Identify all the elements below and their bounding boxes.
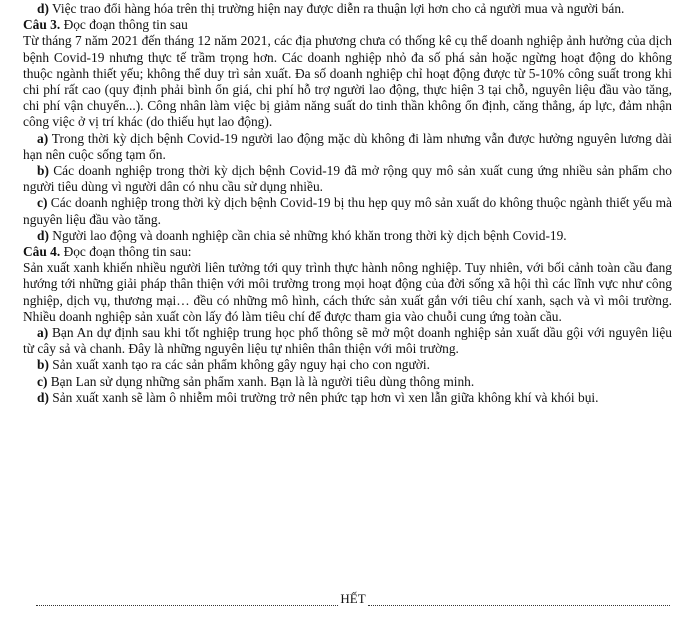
option-text: Sản xuất xanh tạo ra các sản phẩm không gây nguy hại cho con người. (48, 357, 430, 373)
option-label: a) (37, 325, 49, 341)
end-text: HẾT (340, 591, 366, 606)
option-label: c) (37, 373, 48, 389)
q4-option-c (23, 374, 672, 390)
option-label: d) (37, 227, 49, 243)
option-label: b) (37, 163, 49, 179)
option-text: Người lao động và doanh nghiệp cần chia sẻ những khó khăn trong thời kỳ dịch bệnh Covid-19. (48, 227, 567, 243)
end-marker (36, 592, 670, 606)
q3-option-d (23, 228, 672, 244)
option-text: Sản xuất xanh sẽ làm ô nhiễm môi trường trở nên phức tạp hơn vì xen lẫn giữa không khí và khói bụi. (48, 389, 599, 405)
option-text: Bạn An dự định sau khi tốt nghiệp trung học phổ thông sẽ mở một doanh nghiệp sản xuất dầu gội với nguyên liệu từ cây sả và chanh. Đây là những nguyên liệu tự nhiên thân thiện với môi trường. (23, 325, 672, 357)
question-3-passage: Từ tháng 7 năm 2021 đến tháng 12 năm 2021, các địa phương chưa có thống kê cụ thể doanh nghiệp ảnh hưởng của dịch bệnh Covid-19 nhưng thực tế trầm trọng hơn. Các doanh nghiệp nhỏ đa số phá sản hoặc ngừng hoạt động do không thuộc ngành thiết yếu; không thể duy trì sản xuất. Đa số doanh nghiệp chỉ hoạt động được từ 5-10% công suất trong khi chi phí rất cao (quy định phải bình ổn giá, chi phí hỗ trợ người lao động, thực hiện 3 tại chỗ, nguyên liệu đầu vào tăng, chi phí vận chuyển...). Công nhân làm việc bị giảm năng suất do tinh thần không ổn định, căng thẳng, áp lực, đảm nhận công việc ở vị trí khác (do thiếu hụt lao động). (23, 33, 672, 130)
q4-option-a (23, 325, 672, 357)
question-title: Đọc đoạn thông tin sau: (60, 244, 192, 260)
question-label: Câu 3. (23, 17, 61, 33)
option-label: d) (37, 389, 49, 405)
dotted-rule-right (368, 596, 670, 606)
question-title: Đọc đoạn thông tin sau (60, 17, 188, 33)
option-label: b) (37, 357, 49, 373)
question-4-passage: Sản xuất xanh khiến nhiều người liên tưởng tới quy trình thực hành nông nghiệp. Tuy nhiên, với bối cảnh toàn cầu đang hướng tới những giải pháp thân thiện với môi trường trong mọi hoạt động của đời sống xã hội thì các lĩnh vực như công nghiệp, dịch vụ, thương mại… đều có những mô hình, cách thức sản xuất gắn với tiêu chí xanh, sạch và vì môi trường. Nhiều doanh nghiệp sản xuất còn lấy đó làm tiêu chí để được tham gia vào chuỗi cung ứng toàn cầu. (23, 260, 672, 324)
prev-option-d (23, 1, 672, 17)
option-text: Các doanh nghiệp trong thời kỳ dịch bệnh Covid-19 đã mở rộng quy mô sản xuất cung ứng nhiều sản phẩm cho người tiêu dùng vì người dân có nhu cầu sử dụng nhiều. (23, 163, 672, 195)
option-label: d) (37, 1, 49, 16)
question-label: Câu 4. (23, 244, 61, 260)
q3-option-b (23, 163, 672, 195)
option-label: a) (37, 130, 49, 146)
q4-option-d (23, 390, 672, 406)
q4-option-b (23, 357, 672, 373)
option-text: Trong thời kỳ dịch bệnh Covid-19 người lao động mặc dù không đi làm nhưng vẫn được hưởng nguyên lương dài hạn nên cuộc sống tạm ổn. (23, 130, 672, 162)
q3-option-a (23, 131, 672, 163)
option-text: Việc trao đổi hàng hóa trên thị trường hiện nay được diễn ra thuận lợi hơn cho cả người mua và người bán. (48, 1, 625, 16)
question-3-heading (23, 17, 672, 33)
dotted-rule-left (36, 596, 338, 606)
option-label: c) (37, 195, 48, 211)
q3-option-c (23, 195, 672, 227)
option-text: Các doanh nghiệp trong thời kỳ dịch bệnh Covid-19 bị thu hẹp quy mô sản xuất do không thuộc ngành thiết yếu mà nguyên liệu đầu vào tăng. (23, 195, 672, 227)
option-text: Bạn Lan sử dụng những sản phẩm xanh. Bạn là là người tiêu dùng thông minh. (47, 373, 475, 389)
question-4-heading (23, 244, 672, 260)
